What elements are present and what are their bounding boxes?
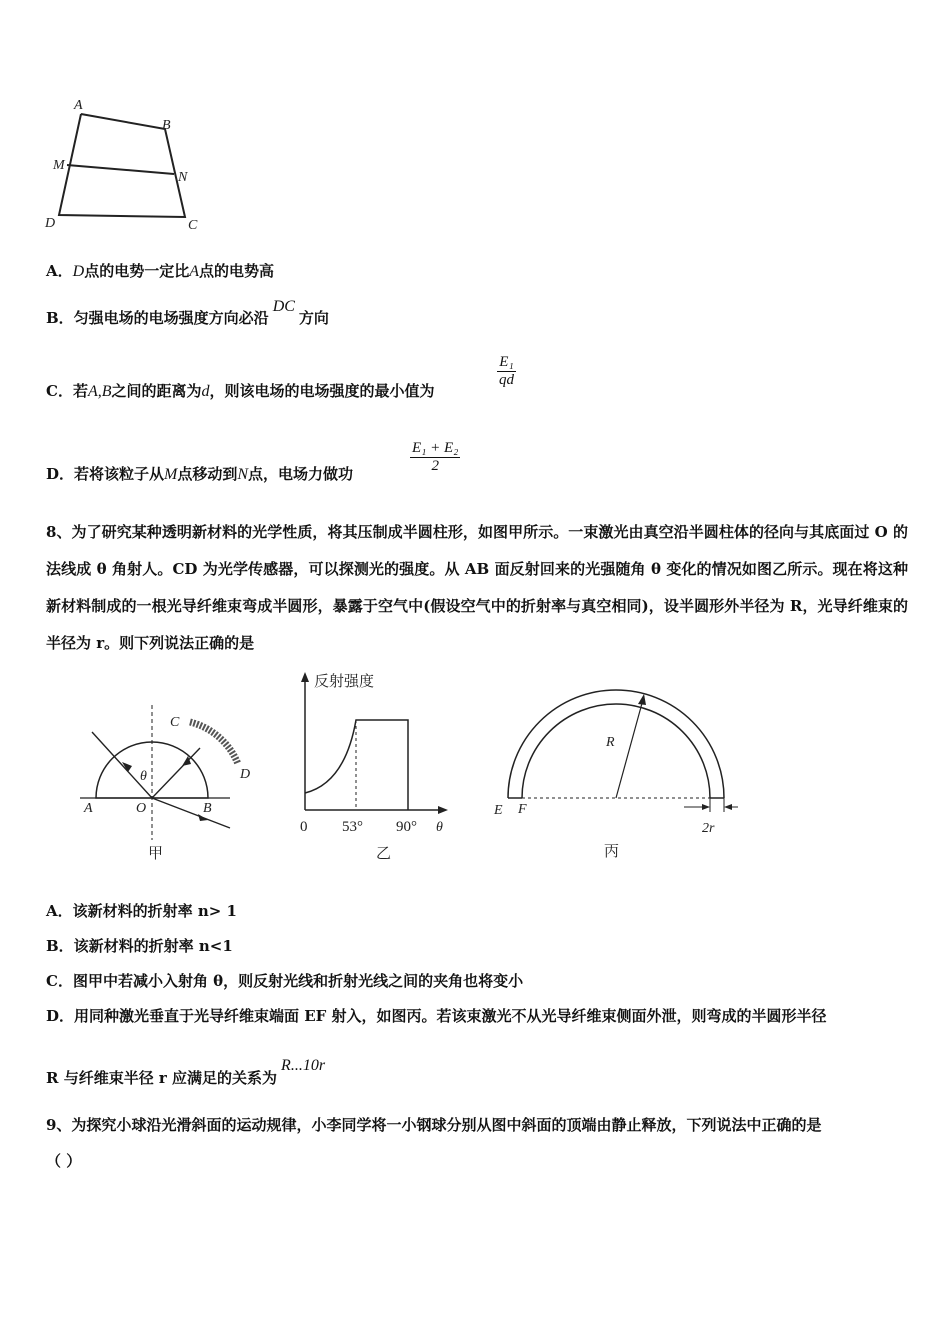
label-b: B	[162, 118, 171, 133]
x-axis-arrow	[438, 806, 448, 814]
q8-stem: 8、为了研究某种透明新材料的光学性质，将其压制成半圆柱形，如图甲所示。一束激光由真空沿半圆柱体的径向与其底面过 O 的法线成 θ 角射人。CD 为光学传感器，可以探测光的强度。从 AB 面反射回来的光强随角 θ 变化的情况如图乙所示。现在将这种新材料制成的一根光导纤维束弯成半圆形，暴露于空气中(假设空气中的折射率与真空相同)，设半圆形外半径为 R，光导纤维束的半径为 r。则下列说法正确的是	[46, 523, 908, 652]
yi-tick-0: 0	[300, 819, 308, 835]
figure-bing	[488, 676, 748, 865]
yi-tick-90: 90°	[396, 819, 417, 835]
reflected-ray	[152, 748, 200, 798]
yi-xlabel: θ	[436, 820, 443, 835]
q8-option-d-line1: D．用同种激光垂直于光导纤维束端面 EF 射入，如图丙。若该束激光不从光导纤维束侧面外泄，则弯成的半圆形半径	[46, 1007, 827, 1025]
q7-option-d: D．若将该粒子从M点移动到N点，电场力做功	[46, 465, 354, 483]
q8-option-a: A．该新材料的折射率 n> 1	[46, 902, 237, 920]
q9-stem: 9、为探究小球沿光滑斜面的运动规律，小李同学将一小钢球分别从图中斜面的顶端由静止释放，下列说法中正确的是	[46, 1116, 822, 1134]
jia-label-c: C	[170, 715, 180, 730]
label-m: M	[53, 158, 65, 173]
jia-caption: 甲	[148, 844, 164, 862]
q7-option-a: A．D点的电势一定比A点的电势高	[46, 262, 275, 280]
label-d: D	[45, 216, 56, 231]
label-c: C	[188, 218, 198, 233]
q8-option-d-line2: R 与纤维束半径 r 应满足的关系为R...10r	[46, 1057, 326, 1087]
q8-option-b: B．该新材料的折射率 n<1	[46, 937, 233, 955]
radius-r	[616, 696, 644, 798]
label-a: A	[74, 98, 83, 113]
line-mn	[67, 165, 174, 174]
figure-jia	[70, 700, 270, 865]
dim-right-arrow	[724, 804, 732, 810]
bing-label-f: F	[518, 802, 527, 817]
y-axis-arrow	[301, 672, 309, 682]
yi-tick-53: 53°	[342, 819, 363, 835]
jia-label-d: D	[240, 767, 251, 782]
bing-label-r: R	[606, 735, 615, 750]
yi-ylabel: 反射强度	[314, 672, 375, 690]
sensor-cd	[190, 722, 238, 764]
bing-caption: 丙	[604, 842, 620, 860]
figure-yi	[290, 668, 460, 865]
yi-caption: 乙	[376, 844, 392, 862]
jia-label-o: O	[136, 801, 147, 816]
q7-d-fraction: $\frac{\text{E₁ + E₂}}{2}$	[412, 440, 459, 474]
refracted-ray	[152, 798, 230, 828]
radius-arrow	[638, 694, 646, 705]
jia-label-a: A	[84, 801, 93, 816]
figure-quadrilateral	[40, 95, 210, 235]
dim-left-arrow	[702, 804, 710, 810]
q8-option-c: C．图甲中若减小入射角 θ，则反射光线和折射光线之间的夹角也将变小	[46, 972, 524, 990]
jia-label-b: B	[203, 801, 212, 816]
bing-label-2r: 2r	[702, 821, 715, 836]
bing-label-e: E	[494, 803, 503, 818]
q7-option-b: B．匀强电场的电场强度方向必沿DC方向	[46, 298, 329, 327]
q9-paren: （ ）	[46, 1152, 82, 1170]
fiber-outer	[508, 690, 724, 798]
q7-c-fraction: $\frac{\text{E₁}}{qd}$	[499, 354, 514, 388]
label-n: N	[178, 170, 188, 185]
jia-label-theta: θ	[140, 769, 147, 784]
q7-option-c: C．若A,B之间的距离为d，则该电场的电场强度的最小值为	[46, 382, 435, 400]
fiber-inner	[522, 704, 710, 798]
